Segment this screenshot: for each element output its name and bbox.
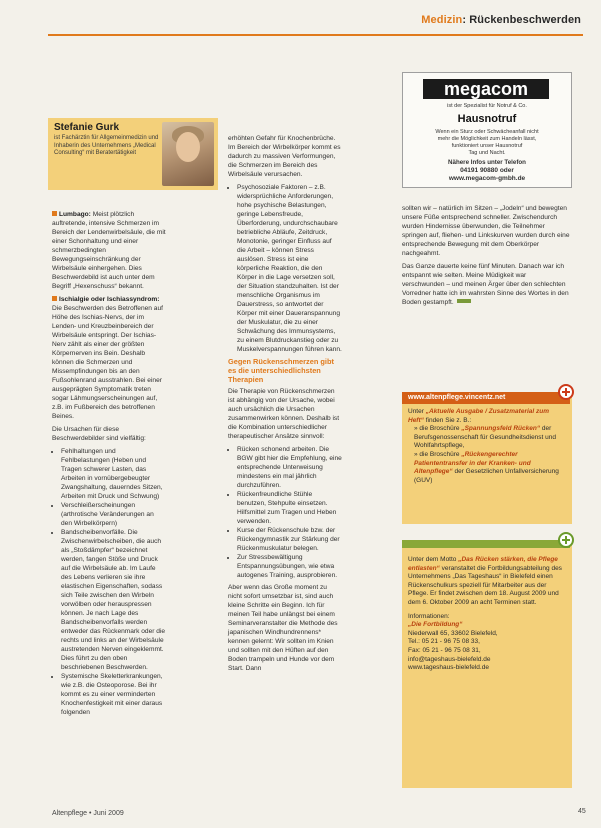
paragraph: Die Beschwerden des Betroffenen auf Höhe des Ischias-Nervs, der im Lenden- und Kreuzbeinbereich der Wirbelsäule entspringt. Der Ischias-Nerv zählt als einer der größten Körpernerven ins Bein. Deshalb können die Schmerzen und Missempfindungen bis an den Fußsohlenrand ausstrahlen. Bei einer ausgeprägten Symptomatik treten sogar Lähmungserscheinungen auf, z.B. im Fußbereich des betroffenen Beines. xyxy=(52,305,163,420)
ad-product: Hausnotruf xyxy=(457,113,517,125)
ad-logo: megacom xyxy=(423,79,549,99)
list-item: • Bandscheibenvorfälle. Die Zwischenwirbelscheiben, die auch als „Stoßdämpfer“ bezeichnet werden, fangen Stöße und Druck auf die Wirbelsäule ab. Im Laufe des Lebens verlieren sie ihre elastischen Eigenschaften, sodass sich Teile zwischen den Wirbeln vorwölben oder herauspressen können. Je nach Lage des Bandscheibenvorfalls werden entweder das Rückenmark oder die rechts und links an der Wirbelsäule austretenden Nerven eingeklemmt. Dies führt zu den oben beschriebenen Beschwerden. xyxy=(61,528,166,672)
paragraph: Aber wenn das Große moment zu nicht sofort umsetzbar ist, sind auch kleine Schritte ein Beginn. Ich für meinen Teil habe unlängst bei einem Seminarveranstalter die Methode des japanischen Windhundrennens* kennen gelernt: Wir sollten im Knien und sollten mit den Hüften auf den Boden trampeln und Hunde vor dem Start. Dann xyxy=(228,584,338,672)
advertisement-box xyxy=(402,72,572,188)
causes-list xyxy=(52,447,166,717)
column-3 xyxy=(402,204,570,311)
list-item: • Rücken schonend arbeiten. Die BGW gibt hier die Empfehlung, eine entsprechende Unterweisung mindestens ein mal jährlich durchzuführen. xyxy=(237,445,342,490)
paragraph: Die Therapie von Rückenschmerzen ist abhängig von der Ursache, wobei auch ursächlich die Ursachen zusammenwirken können. Deshalb ist die Kombination unterschiedlicher therapeutischer Ansätze sinnvoll: xyxy=(228,388,340,440)
ad-line: mehr die Möglichkeit zum Handeln lässt, xyxy=(437,136,537,142)
event-fax: Fax: 05 21 - 96 75 08 31, xyxy=(408,646,481,654)
list-item: • Zur Stressbewältigung Entspannungsübungen, wie etwa autogenes Training, ausprobieren. xyxy=(237,553,342,580)
list-item: » die Broschüre „Spannungsfeld Rücken“ der Berufsgenossenschaft für Gesundheitsdienst und Wohlfahrtspflege, xyxy=(414,425,557,450)
header-divider xyxy=(48,34,583,36)
list-item: • Psychosoziale Faktoren – z.B. widersprüchliche Anforderungen, hohe psychische Belastungen, geringe Lebensfreude, Überforderung, undurchschaubare betriebliche Abläufe, Zeitdruck, Monotonie, geringer Einfluss auf die Arbeit – können Stress auslösen. Stress ist eine körperliche Reaktion, die den Körper in die Lage versetzen soll, der Situation standzuhalten. Ist der menschliche Organismus im Dauerstress, so antwortet der Körper mit einer Daueranspannung der Muskulatur, die zu einer Schwächung des Immunsystems, zu einem Blutdruckanstieg oder zu Muskelverspannungen führen kann. xyxy=(237,183,342,354)
brochure-list xyxy=(408,425,566,485)
page-number: 45 xyxy=(578,808,586,815)
column-1 xyxy=(52,210,166,720)
event-email[interactable]: info@tageshaus-bielefeld.de xyxy=(408,655,491,663)
subheading-ischialgie: Ischialgie oder Ischiassyndrom: xyxy=(59,296,160,303)
author-photo xyxy=(162,122,214,186)
paragraph: Das Ganze dauerte keine fünf Minuten. Danach war ich entspannt wie selten. Meine Müdigkeit war verschwunden – und meinen Ärger über den schlechten Vorredner hatte ich im wahrsten Sinne des Wortes in den Boden gestampft. xyxy=(402,263,569,306)
intro-text: finden Sie z. B.: xyxy=(425,416,472,424)
ad-phone: 04191 90880 oder xyxy=(460,167,514,174)
intro-text: Unter xyxy=(408,408,424,415)
list-item: » die Broschüre „Rückengerechter Patiententransfer in der Kranken- und Altenpflege“ der Gesetzlichen Unfallversicherung (GUV) xyxy=(414,450,559,484)
ad-line: Wenn ein Sturz oder Schwächeanfall nicht xyxy=(435,129,539,135)
section-label: Medizin: Rückenbeschwerden xyxy=(421,14,581,26)
event-bar xyxy=(402,540,570,548)
ad-line: ist der Spezialist für Notruf & Co. xyxy=(447,103,527,109)
list-item: • Verschleißerscheinungen (arthrotische Veränderungen an den Wirbelkörpern) xyxy=(61,501,166,528)
event-phone: Tel.: 05 21 - 96 75 08 33, xyxy=(408,638,480,646)
online-info-box xyxy=(402,392,572,524)
therapy-list xyxy=(228,445,342,580)
event-text: Unter dem Motto „Das Rücken stärken, die Pflege entlasten“ veranstaltet die Fortbildungsabteilung des Unternehmens „Das Tageshaus“ in Bielefeld einen Rückenschulkurs speziell für Mitarbeiter aus der Pflege. Er findet zwischen dem 18. August 2009 und dem 6. Oktober 2009 an acht Terminen statt. Informationen: „Die Fortbildung“ Niederwall 65, 33602 Bielefeld, Tel.: 05 21 - 96 75 08 33, Fax: 05 21 - 96 75 08 31, info@tageshaus-bielefeld.de www.tageshaus-bielefeld.de xyxy=(408,556,566,673)
event-address: Niederwall 65, 33602 Bielefeld, xyxy=(408,629,498,637)
section-category: Medizin xyxy=(421,14,463,26)
list-item: • Rückenfreundliche Stühle benutzen, Stehpulte einsetzen. Hilfsmittel zum Tragen und Heben verwenden. xyxy=(237,490,342,526)
factors-list xyxy=(228,183,342,354)
list-item: • Kurse der Rückenschule bzw. der Rückengymnastik zur Stärkung der Rückenmuskulatur belegen. xyxy=(237,526,342,553)
plus-icon xyxy=(558,384,574,400)
list-item: • Fehlhaltungen und Fehlbelastungen (Heben und Tragen schwerer Lasten, das Arbeiten in vornübergebeugter Zwangshaltung, dauerndes Sitzen, Arbeiten mit Druck und Schwung) xyxy=(61,447,166,501)
footer-publication: Altenpflege • Juni 2009 xyxy=(52,810,124,817)
ad-web: www.megacom-gmbh.de xyxy=(448,175,526,182)
event-organizer: „Die Fortbildung“ xyxy=(408,621,463,629)
column-2 xyxy=(228,134,342,677)
author-name: Stefanie Gurk xyxy=(54,122,120,133)
author-description: ist Fachärztin für Allgemeinmedizin und Inhaberin des Unternehmens „Medical Consulting“ mit Beratertätigkeit xyxy=(54,135,159,156)
ad-line: Tag und Nacht. xyxy=(468,150,506,156)
plus-icon xyxy=(558,532,574,548)
online-info-text xyxy=(408,408,566,485)
paragraph: erhöhten Gefahr für Knochenbrüche. Im Bereich der Wirbelkörper kommt es dadurch zu massiven Verformungen, die Schmerzen im Bereich des Wirbelsäule verursachen. xyxy=(228,135,341,178)
ad-info: Nähere Infos unter Telefon xyxy=(448,159,526,166)
info-label: Informationen: xyxy=(408,612,450,620)
online-link-bar[interactable]: www.altenpflege.vincentz.net xyxy=(402,392,570,404)
paragraph: Meist plötzlich auftretende, intensive Schmerzen im Bereich der Lendenwirbelsäule, die mit einer Schonhaltung und einer schmerzbedingten Bewegungseinschränkung der Wirbelsäule einhergehen. Dies Beschwerdebild ist auch unter dem Begriff „Hexenschuss“ bekannt. xyxy=(52,211,166,290)
end-mark xyxy=(457,299,471,303)
paragraph: Die Ursachen für diese Beschwerdebilder sind vielfältig: xyxy=(52,426,146,442)
ad-line: funktioniert unser Hausnotruf xyxy=(451,143,523,149)
event-website[interactable]: www.tageshaus-bielefeld.de xyxy=(408,664,489,672)
list-item: • Systemische Skeletterkrankungen, wie z.B. die Osteoporose. Bei ihr kommt es zu einer verminderten Knochenfestigkeit mit einer daraus folgenden xyxy=(61,672,166,717)
paragraph: sollten wir – natürlich im Sitzen – „Jodeln“ und bewegten unsere Füße entsprechend schneller. Zwischendurch wurden Hindernisse überwunden, die Teilnehmer springen auf, fliehen- und Linkskurven wurden durch eine entsprechende Bewegung mit dem Oberkörper nachgeahmt. xyxy=(402,205,570,257)
author-box xyxy=(48,118,218,190)
therapy-heading: Gegen Rückenschmerzen gibt es die unterschiedlichsten Therapien xyxy=(228,357,334,384)
online-link-title[interactable]: „Aktuelle Ausgabe / Zusatzmaterial zum Heft“ xyxy=(408,408,550,424)
event-info-box xyxy=(402,540,572,788)
subheading-lumbago: Lumbago: xyxy=(59,211,91,218)
section-topic: Rückenbeschwerden xyxy=(469,14,581,26)
